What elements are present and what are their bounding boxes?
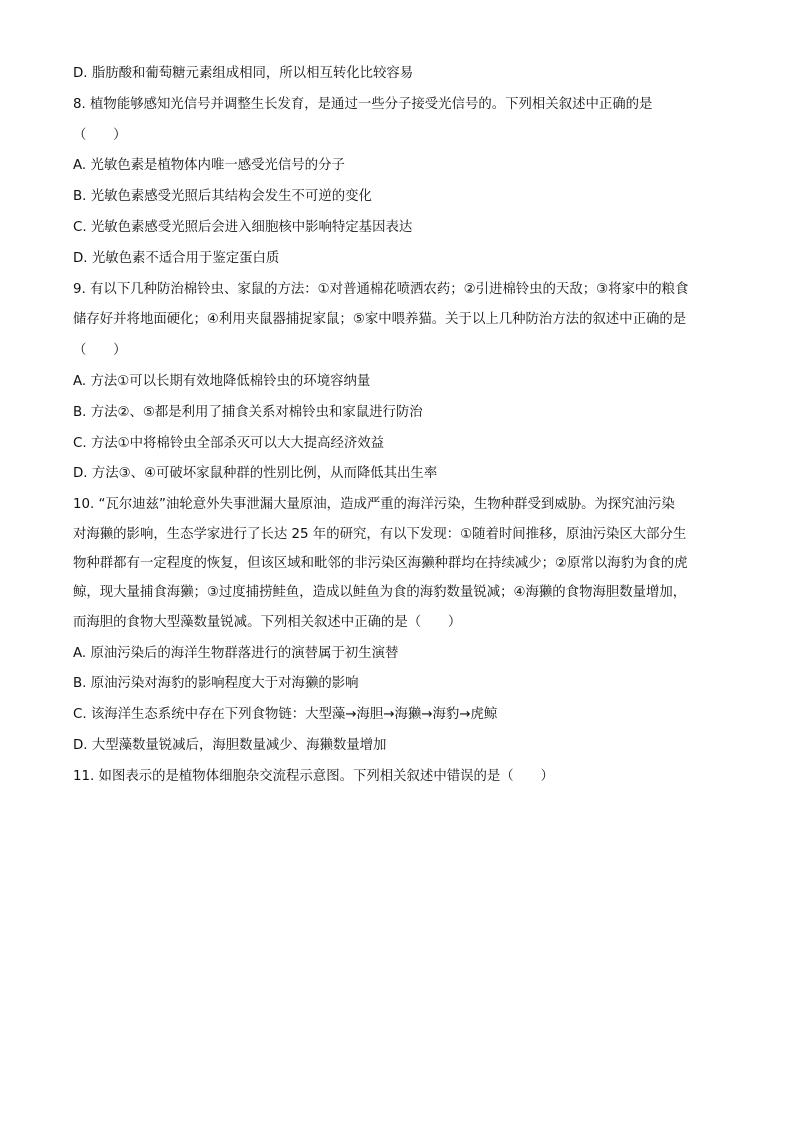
q8-option-d: D. 光敏色素不适合用于鉴定蛋白质	[73, 250, 280, 266]
q9-answer-paren: （ ）	[73, 343, 127, 359]
q8-stem-line-1: 8. 植物能够感知光信号并调整生长发育，是通过一些分子接受光信号的。下列相关叙述中正确的是	[73, 96, 653, 112]
q9-option-c: C. 方法①中将棉铃虫全部杀灭可以大大提高经济效益	[73, 435, 385, 451]
q10-option-a: A. 原油污染后的海洋生物群落进行的演替属于初生演替	[73, 645, 399, 661]
q8-option-c: C. 光敏色素感受光照后会进入细胞核中影响特定基因表达	[73, 219, 413, 235]
q10-stem-line-5: 而海胆的食物大型藻数量锐减。下列相关叙述中正确的是（ ）	[73, 614, 462, 630]
q9-stem-line-1: 9. 有以下几种防治棉铃虫、家鼠的方法：①对普通棉花喷洒农药；②引进棉铃虫的天敌；③将家中的粮食	[73, 281, 689, 297]
question-text-block	[73, 64, 723, 798]
q9-stem-line-2: 储存好并将地面硬化；④利用夹鼠器捕捉家鼠；⑤家中喂养猫。关于以上几种防治方法的叙述中正确的是	[73, 312, 687, 328]
q9-option-d: D. 方法③、④可破坏家鼠种群的性别比例，从而降低其出生率	[73, 466, 438, 482]
q10-stem-line-1: 10. “瓦尔迪兹”油轮意外失事泄漏大量原油，造成严重的海洋污染，生物种群受到威胁。为探究油污染	[73, 497, 675, 513]
q8-answer-paren: （ ）	[73, 127, 127, 143]
q10-stem-line-4: 鲸，现大量捕食海獭；③过度捕捞鲑鱼，造成以鲑鱼为食的海豹数量锐减；④海獭的食物海胆数量增加，	[73, 585, 687, 601]
q10-stem-line-2: 对海獭的影响，生态学家进行了长达 25 年的研究，有以下发现：①随着时间推移，原油污染区大部分生	[73, 526, 687, 542]
q9-option-a: A. 方法①可以长期有效地降低棉铃虫的环境容纳量	[73, 373, 371, 389]
q8-option-b: B. 光敏色素感受光照后其结构会发生不可逆的变化	[73, 189, 372, 205]
q10-option-b: B. 原油污染对海豹的影响程度大于对海獭的影响	[73, 676, 359, 692]
q10-stem-line-3: 物种群都有一定程度的恢复，但该区域和毗邻的非污染区海獭种群均在持续减少；②原常以海豹为食的虎	[73, 555, 688, 571]
q10-option-c: C. 该海洋生态系统中存在下列食物链：大型藻→海胆→海獭→海豹→虎鲸	[73, 707, 498, 723]
q9-option-b: B. 方法②、⑤都是利用了捕食关系对棉铃虫和家鼠进行防治	[73, 404, 423, 420]
q8-option-a: A. 光敏色素是植物体内唯一感受光信号的分子	[73, 158, 345, 174]
q11-stem: 11. 如图表示的是植物体细胞杂交流程示意图。下列相关叙述中错误的是（ ）	[73, 768, 554, 784]
q10-option-d: D. 大型藻数量锐减后，海胆数量减少、海獭数量增加	[73, 737, 387, 753]
q7-option-d: D. 脂肪酸和葡萄糖元素组成相同，所以相互转化比较容易	[73, 66, 414, 81]
